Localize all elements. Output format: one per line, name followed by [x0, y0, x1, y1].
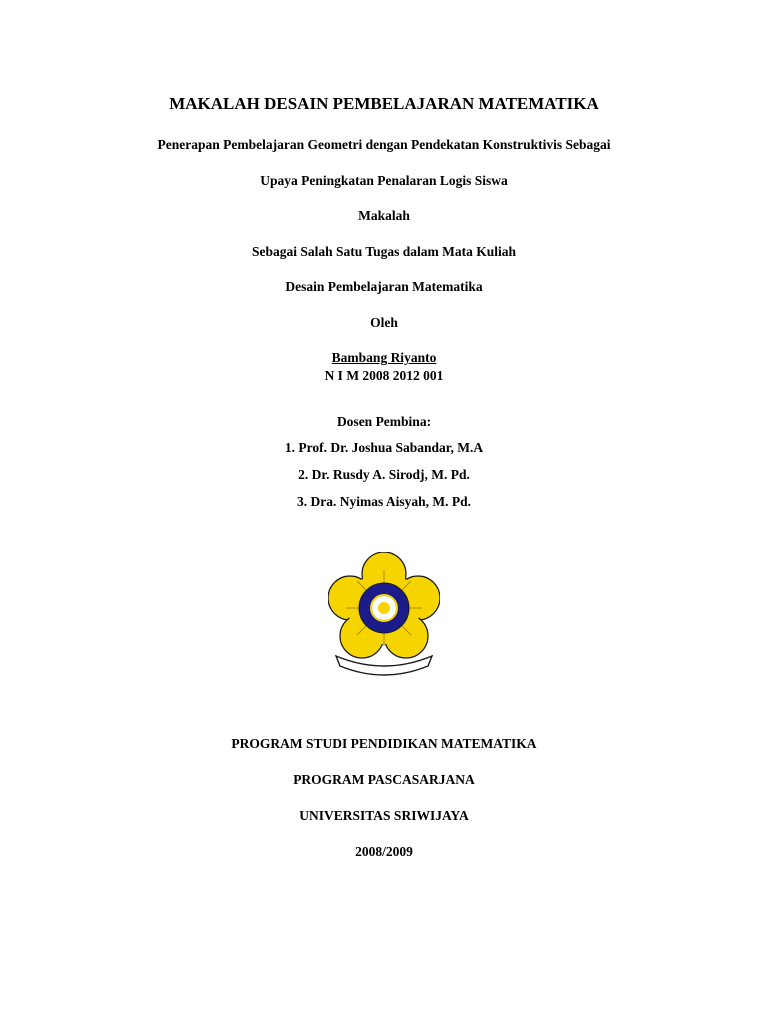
supervisor-item: 2. Dr. Rusdy A. Sirodj, M. Pd.	[298, 467, 470, 482]
by-label: Oleh	[370, 315, 398, 330]
university-name: UNIVERSITAS SRIWIJAYA	[299, 808, 469, 823]
document-title: MAKALAH DESAIN PEMBELAJARAN MATEMATIKA	[169, 94, 599, 113]
academic-year: 2008/2009	[355, 844, 413, 859]
supervisor-item: 1. Prof. Dr. Joshua Sabandar, M.A	[284, 440, 484, 455]
supervisors-label: Dosen Pembina:	[336, 414, 432, 429]
emblem-ribbon	[336, 656, 432, 675]
author-nim: N I M 2008 2012 001	[324, 368, 444, 383]
purpose-line-1: Sebagai Salah Satu Tugas dalam Mata Kuliah	[251, 244, 517, 259]
document-type: Makalah	[358, 208, 410, 223]
university-emblem-icon	[328, 552, 440, 677]
emblem-core	[378, 602, 390, 614]
program-name: PROGRAM PASCASARJANA	[293, 772, 475, 787]
program-study: PROGRAM STUDI PENDIDIKAN MATEMATIKA	[231, 736, 537, 751]
subtitle-line-2: Upaya Peningkatan Penalaran Logis Siswa	[260, 173, 508, 188]
supervisor-item: 3. Dra. Nyimas Aisyah, M. Pd.	[296, 494, 471, 509]
author-name: Bambang Riyanto	[331, 350, 437, 365]
purpose-line-2: Desain Pembelajaran Matematika	[285, 279, 483, 294]
subtitle-line-1: Penerapan Pembelajaran Geometri dengan Pendekatan Konstruktivis Sebagai	[157, 137, 611, 152]
